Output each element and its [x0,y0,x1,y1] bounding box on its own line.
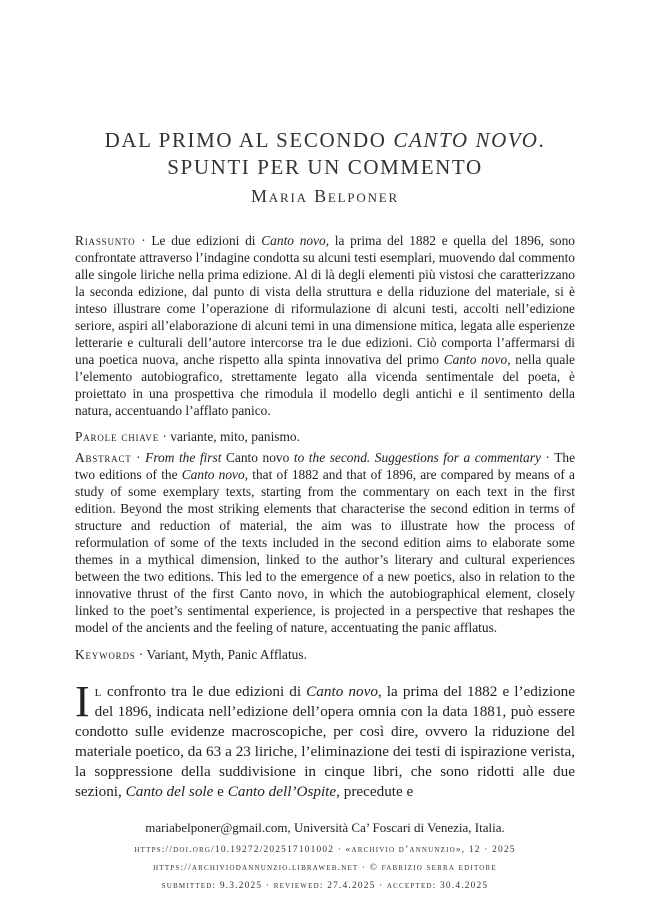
title-line1-period: . [538,128,546,152]
riassunto-text-1: Le due edizioni di [151,233,262,248]
author-name [40,186,610,207]
body-italic-2: Canto del sole [125,783,214,800]
author-name-text: Maria Belponer [251,186,399,206]
abstract-sep: · [131,450,146,465]
abstract-text-2: · The two editions of the [75,450,576,482]
riassunto-paragraph [75,232,575,419]
article-title [40,128,610,180]
riassunto-italic-1: Canto novo [261,233,326,248]
keywords-sep: · [135,647,147,662]
body-paragraph [75,677,576,802]
doi-line: https://doi.org/10.19272/202517101002 · «archivio d’annunzio», 12 · 2025 [134,845,516,855]
parole-chiave-line [75,428,575,445]
keywords-line [75,646,575,663]
title-line1-italic: CANTO NOVO [393,128,539,152]
body-text-1: confronto tra le due edizioni di [101,683,307,700]
publisher-line: https://archiviodannunzio.libraweb.net · © fabrizio serra editore [153,863,497,873]
riassunto-italic-2: Canto novo [443,352,508,367]
author-affiliation: mariabelponer@gmail.com, Università Ca’ Foscari di Venezia, Italia. [145,820,505,835]
dates-line: submitted: 9.3.2025 · reviewed: 27.4.2025 · accepted: 30.4.2025 [161,881,489,891]
keywords-text: Variant, Myth, Panic Afflatus. [146,647,307,662]
body-text-4: , precedute e [336,783,414,800]
body-text-3: e [213,783,228,800]
parole-sep: · [159,429,171,444]
title-line2: SPUNTI PER UN COMMENTO [167,155,483,179]
drop-cap: I [75,677,90,726]
abstract-italic-1: From the first [145,450,222,465]
parole-text: variante, mito, panismo. [170,429,300,444]
body-text-2: , la prima del 1882 e l’edizione del 1896, indicata nell’edizione dell’opera omnia con la data 1881, può essere condotto sulle evidenze macroscopiche, per così dire, ovvero la riduzione del materiale poetico, da 63 a 23 liriche, l’eliminazione dei testi di ispirazione verista, la soppressione della suddivisione in cinque libri, che sono ridotti alle due sezioni, [75,683,576,800]
body-italic-3: Canto dell’Ospite [227,783,337,800]
abstract-italic-3: Canto novo [181,467,245,482]
abstract-text-1: Canto novo [221,450,294,465]
riassunto-text-2: , la prima del 1882 e quella del 1896, sono confrontate attraverso l’indagine condotta su alcuni testi esemplari, muovendo dal commento alle singole liriche nella prima edizione. Al di là degli elementi più vistosi che caratterizzano la seconda edizione, dal punto di vista della struttura e della riduzione del materiale, si è inteso illustrare come l’operazione di riformulazione di alcuni testi, accolti nell’edizione seriore, aspiri all’elaborazione di alcuni temi in una dimensione mitica, legata alle esperienze letterarie e culturali dell’autore intercorse tra le due edizioni. Ciò comporta l’affermarsi di una poetica nuova, anche rispetto alla spinta innovativa del primo [75,233,575,367]
parole-label: Parole chiave [75,429,160,444]
keywords-label: Keywords [75,647,136,662]
abstract-label: Abstract [75,450,132,465]
abstract-text-3: , that of 1882 and that of 1896, are compared by means of a study of some exemplary texts, starting from the commentary on each text in the first edition. Beyond the most striking elements that characterise the second edition in terms of structure and reduction of material, the aim was to illustrate how the process of reformulation of some of the texts included in the second edition aims to elaborate some themes in a mythical dimension, linked to the author’s literary and cultural experiences between the two editions. This led to the emergence of a new poetics, also in relation to the innovative thrust of the first Canto novo, in which the autobiographical element, closely linked to the poet’s sentimental experience, is projected in a perspective that reshapes the model of the ancients and the feeling of nature, accentuating the panic afflatus. [75,467,575,635]
riassunto-label: Riassunto [75,233,136,248]
abstract-italic-2: to the second. Suggestions for a commentary [293,450,541,465]
riassunto-text-3: , nella quale l’elemento autobiografico, strettamente legato alla vicenda sentimentale del poeta, è proiettato in una prospettiva che rimodula il modello degli antichi e il sentimento della natura, accentuando l’afflato panico. [75,352,575,418]
abstract-paragraph [75,449,575,636]
riassunto-sep: · [135,233,152,248]
body-smallcaps-start: l [94,683,102,700]
title-line1-a: DAL PRIMO AL SECONDO [104,128,387,152]
body-italic-1: Canto novo [306,683,378,700]
